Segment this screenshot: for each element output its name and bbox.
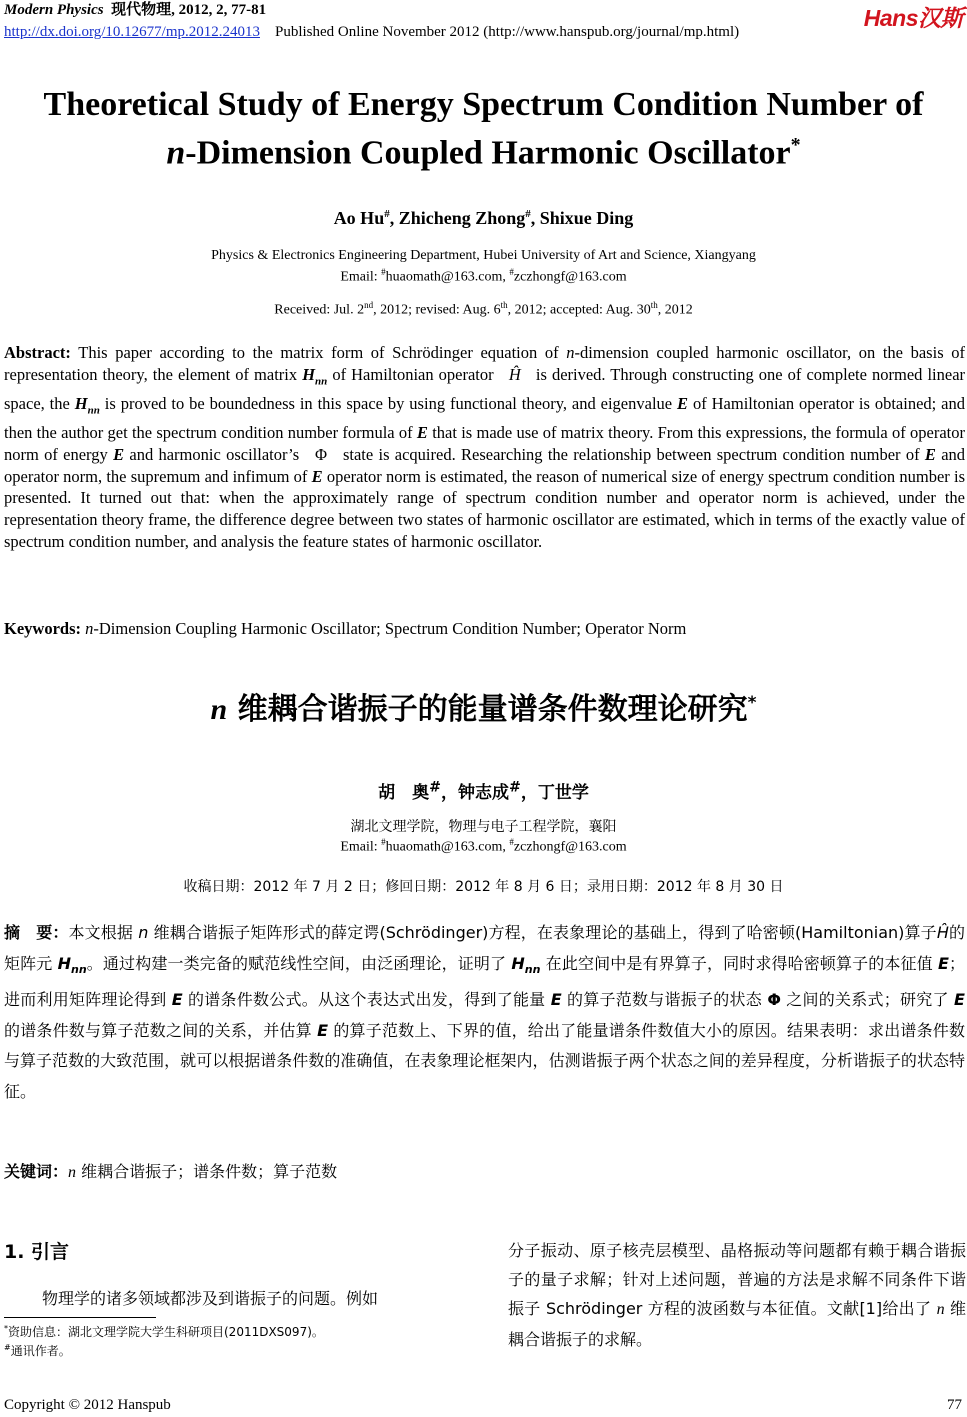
phi-symbol: Φ: [315, 444, 328, 464]
copyright: Copyright © 2012 Hanspub: [4, 1397, 171, 1413]
footnote-divider: [4, 1317, 156, 1318]
hanspub-logo: Hans汉斯: [863, 5, 963, 31]
title-line-2: n-Dimension Coupled Harmonic Oscillator*: [166, 134, 801, 172]
email-line: Email: #huaomath@163.com, #zczhongf@163.com: [340, 267, 627, 285]
cn-department: 湖北文理学院，物理与电子工程学院，襄阳: [350, 819, 617, 835]
footnote-corresponding: #通讯作者。: [4, 1343, 71, 1358]
doi-link[interactable]: http://dx.doi.org/10.12677/mp.2012.24013: [4, 24, 260, 40]
cn-author-list: 胡 奥#，钟志成#，丁世学: [378, 779, 589, 803]
hamiltonian-symbol: Ĥ: [508, 364, 521, 384]
abstract: Abstract: This paper according to the matrix form of Schrödinger equation of n-dimension coupled harmonic oscillator, on the basis of representation theory, the element of matrix $H_{nn}$ of Hamiltonian operator Ĥ is derived. Through constructing one of complete normed linear space, the $H_{nn}$ is proved to be boundedness in this space by using functional theory, and eigenvalue E of Hamiltonian operator is obtained; and then the author get the spectrum condition number formula of E that is made use of matrix theory. From this expressions, the formula of operator norm of energy E and harmonic oscillator’s Φ state is acquired. Researching the relationship between spectrum condition number of E and operator norm, the supremum and infimum of E operator norm is estimated, the reason of numerical size of energy spectrum condition number is presented. It turned out that: when the approximately range of spectrum condition number and operator norm is achieved, under the representation theory frame, the difference degree between two states of harmonic oscillator are estimated, which in terms of the exactly value of spectrum condition number, and analysis the feature states of harmonic oscillator.: [4, 343, 966, 551]
cn-paper-title: n 维耦合谐振子的能量谱条件数理论研究*: [210, 692, 757, 727]
section-heading-introduction: 1. 引言: [4, 1241, 70, 1263]
affiliation: [0, 247, 967, 286]
intro-left-column: 物理学的诸多领域都涉及到谐振子的问题。例如: [42, 1289, 379, 1308]
published-online: Published Online November 2012 (http://www.hanspub.org/journal/mp.html): [274, 24, 740, 40]
title-line-1: Theoretical Study of Energy Spectrum Condition Number of: [43, 86, 924, 123]
matrix-H-symbol: $H_{nn}$: [302, 364, 328, 388]
journal-issue: 现代物理, 2012, 2, 77-81: [111, 2, 267, 18]
cn-received-dates: 收稿日期：2012 年 7 月 2 日；修回日期：2012 年 8 月 6 日；录用日期：2012 年 8 月 30 日: [183, 879, 784, 895]
cn-keywords: 关键词：n 维耦合谐振子；谱条件数；算子范数: [4, 1162, 338, 1181]
cn-abstract: 摘 要：本文根据 n 维耦合谐振子矩阵形式的薛定谔(Schrödinger)方程，在表象理论的基础上，得到了哈密顿(Hamiltonian)算子Ĥ的矩阵元 $H_{nn}$。通过构建一类完备的赋范线性空间，由泛函理论，证明了 $H_{nn}$ 在此空间中是有界算子，同时求得哈密顿算子的本征值 E；进而利用矩阵理论得到 E 的谱条件数公式。从这个表达式出发，得到了能量 E 的算子范数与谐振子的状态 Φ 之间的关系式；研究了 E 的谱条件数与算子范数之间的关系，并估算 E 的算子范数上、下界的值，给出了能量谱条件数值大小的原因。结果表明：求出谱条件数与算子范数的大致范围，就可以根据谱条件数的准确值，在表象理论框架内，估测谐振子两个状态之间的差异程度，分析谐振子的状态特征。: [4, 923, 965, 1101]
cn-email-line: Email: #huaomath@163.com, #zczhongf@163.com: [340, 837, 627, 855]
journal-name: Modern Physics: [4, 2, 104, 18]
page-number: 77: [947, 1397, 962, 1413]
journal-header: [4, 2, 266, 19]
author-list: Ao Hu#, Zhicheng Zhong#, Shixue Ding: [333, 208, 634, 228]
received-dates: Received: Jul. 2nd, 2012; revised: Aug. 6th, 2012; accepted: Aug. 30th, 2012: [274, 300, 693, 318]
keywords: Keywords: n-Dimension Coupling Harmonic Oscillator; Spectrum Condition Number; Operator Norm: [4, 619, 687, 638]
intro-right-column: 分子振动、原子核壳层模型、晶格振动等问题都有赖于耦合谐振子的量子求解；针对上述问题，普遍的方法是求解不同条件下谐振子 Schrödinger 方程的波函数与本征值。文献[1]给出了 n 维耦合谐振子的求解。: [508, 1241, 966, 1349]
department: Physics & Electronics Engineering Department, Hubei University of Art and Science, Xiangyang: [211, 248, 756, 263]
footnote-funding: *资助信息：湖北文理学院大学生科研项目(2011DXS097)。: [4, 1324, 324, 1339]
paper-title: [0, 84, 967, 173]
doi-line: [4, 24, 739, 41]
